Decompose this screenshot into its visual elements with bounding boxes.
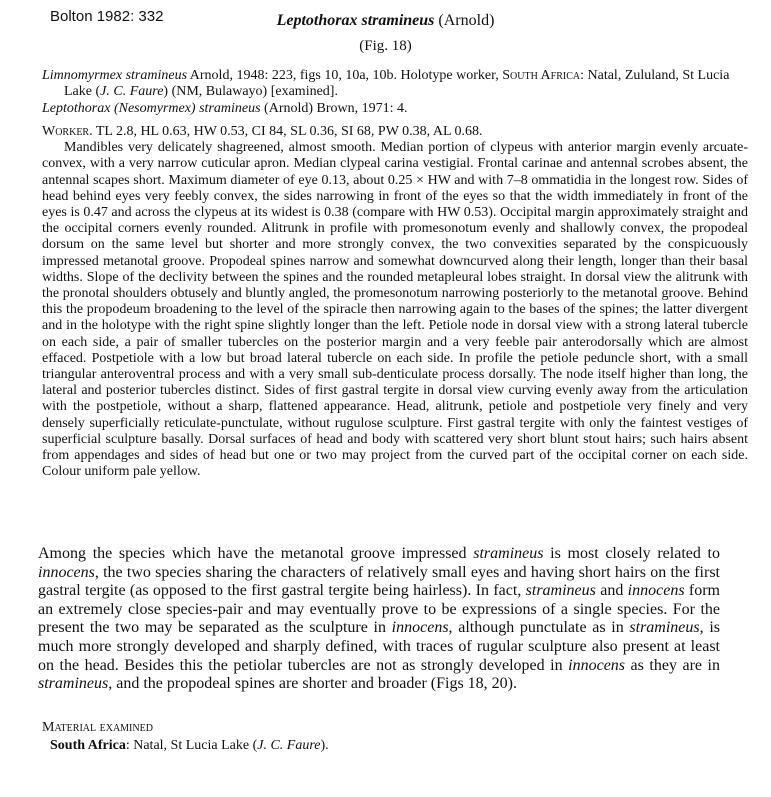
material-record xyxy=(50,738,329,754)
synonym-name-2a: Leptothorax ( xyxy=(42,101,119,116)
synonym-subgenus-2: Nesomyrmex xyxy=(118,101,191,116)
material-country: South Africa xyxy=(50,738,126,753)
remarks-paragraph xyxy=(38,545,720,694)
synonym-citation-1: Arnold, 1948: 223, figs 10, 10a, 10b. Holotype worker, xyxy=(189,68,499,83)
remarks-italic-3: stramineus xyxy=(525,582,596,600)
material-locality: : Natal, St Lucia Lake ( xyxy=(125,738,258,753)
remarks-text-7: , is much more strongly developed and sharply defined, with traces of rugular sculpture also present at least on the head. Besides this the petiolar tubercles are not as strongly developed in xyxy=(38,619,721,674)
synonymy-entry-1 xyxy=(42,68,747,100)
remarks-italic-6: stramineus xyxy=(629,619,700,637)
remarks-italic-8: stramineus xyxy=(38,675,109,693)
remarks-text-5: form an extremely close species-pair and may eventually prove to be expressions of a single species. For the present the two may be separated as the sculpture in xyxy=(38,582,720,637)
figure-reference: (Fig. 18) xyxy=(359,38,412,54)
worker-label: Worker. xyxy=(42,124,93,139)
remarks-text-8: as they are in xyxy=(625,656,720,674)
worker-description-text: Mandibles very delicately shagreened, almost smooth. Median portion of clypeus with anterior margin evenly arcuate-convex, with a very narrow cuticular apron. Median clypeal carina vestigial. Frontal carinae and antennal scrobes absent, the antennal scapes short. Maximum diameter of eye 0.13, about 0.25 × HW and with 7–8 ommatidia in the longest row. Sides of head behind eyes very feebly convex, the sides narrowing in front of the eyes so that the width immediately in front of the eyes is 0.47 and across the clypeus at its widest is 0.38 (compare with HW 0.53). Occipital margin approximately straight and the occipital corners evenly rounded. Alitrunk in profile with promesonotum evenly and shallowly convex, the propodeal dorsum on the same level but shorter and more strongly convex, the two convexities separated by the conspicuously impressed metanotal groove. Propodeal spines narrow and somewhat downcurved along their length, longer than their basal widths. Slope of the declivity between the spines and the rounded metapleural lobes straight. In dorsal view the alitrunk with the pronotal shoulders obtusely and bluntly angled, the promesonotum narrowing posteriorly to the metanotal groove. Behind this the propodeum broadening to the level of the spiracle then narrowing again to the bases of the spines; the latter divergent and in the holotype with the right spine slightly longer than the left. Petiole node in dorsal view with a strong lateral tubercle on each side, a pair of smaller tubercles on the posterior margin and a very feeble pair anterodorsally which are almost effaced. Postpetiole with a low but broad lateral tubercle on each side. In profile the petiole peduncle short, with a small triangular anteroventral process and with a very small sub-denticulate process dorsally. The node itself higher than long, the lateral and posterior tubercles distinct. Sides of first gastral tergite in dorsal view curving evenly away from the articulation with the postpetiole, without a sharp, flattened appearance. Head, alitrunk, petiole and postpetiole very finely and very densely superficially reticulate-punctulate, without rugulose sculpture. First gastral tergite with only the faintest vestiges of superficial sculpture basally. Dorsal surfaces of head and body with scattered very short blunt stout hairs; such hairs absent from appendages and sides of head but one or two may project from the curved part of the occipital corner on each side. Colour uniform pale yellow. xyxy=(42,140,748,480)
synonym-locality-1a: : Natal, Zululand, St Lucia Lake ( xyxy=(64,68,730,99)
material-collector: J. C. Faure xyxy=(257,738,321,753)
remarks-text xyxy=(38,545,720,694)
remarks-italic-4: innocens xyxy=(627,582,685,600)
title-author: (Arnold) xyxy=(438,12,495,29)
material-heading: Material examined xyxy=(42,720,153,735)
worker-measurements: TL 2.8, HL 0.63, HW 0.53, CI 84, SL 0.36, SI 68, PW 0.38, AL 0.68. xyxy=(95,124,483,139)
remarks-italic-2: innocens xyxy=(38,563,95,581)
title-genus: Leptothorax xyxy=(276,12,358,29)
remarks-italic-1: stramineus xyxy=(473,545,544,562)
remarks-text-1: Among the species which have the metanotal groove impressed xyxy=(38,545,474,562)
page-citation: Bolton 1982: 332 xyxy=(50,8,164,25)
remarks-text-6: , although punctulate as in xyxy=(448,619,630,637)
remarks-text-3: , the two species sharing the characters of relatively small eyes and having short hairs on the first gastral tergite (as opposed to the first gastral tergite being hairless). In fact, xyxy=(38,563,720,600)
worker-measurements-line xyxy=(42,124,748,140)
synonym-citation-2: (Arnold) Brown, 1971: 4. xyxy=(264,101,408,116)
synonym-name-2b: ) stramineus xyxy=(190,101,261,116)
synonym-country-1: South Africa xyxy=(502,68,581,83)
title-species: stramineus xyxy=(361,12,435,29)
remarks-text-4: and xyxy=(595,582,628,600)
synonym-collector-1: J. C. Faure xyxy=(100,84,164,99)
synonym-locality-1b: ) (NM, Bulawayo) [examined]. xyxy=(163,84,338,99)
species-title xyxy=(0,12,771,30)
remarks-italic-5: innocens xyxy=(391,619,449,637)
remarks-text-2: is most closely related to xyxy=(543,545,721,562)
remarks-italic-7: innocens xyxy=(568,656,626,674)
remarks-text-9: , and the propodeal spines are shorter and broader (Figs 18, 20). xyxy=(108,675,518,693)
material-end: ). xyxy=(320,738,329,753)
worker-description xyxy=(42,124,748,480)
synonymy-entry-2 xyxy=(42,101,747,117)
synonym-name-1: Limnomyrmex stramineus xyxy=(42,68,188,83)
